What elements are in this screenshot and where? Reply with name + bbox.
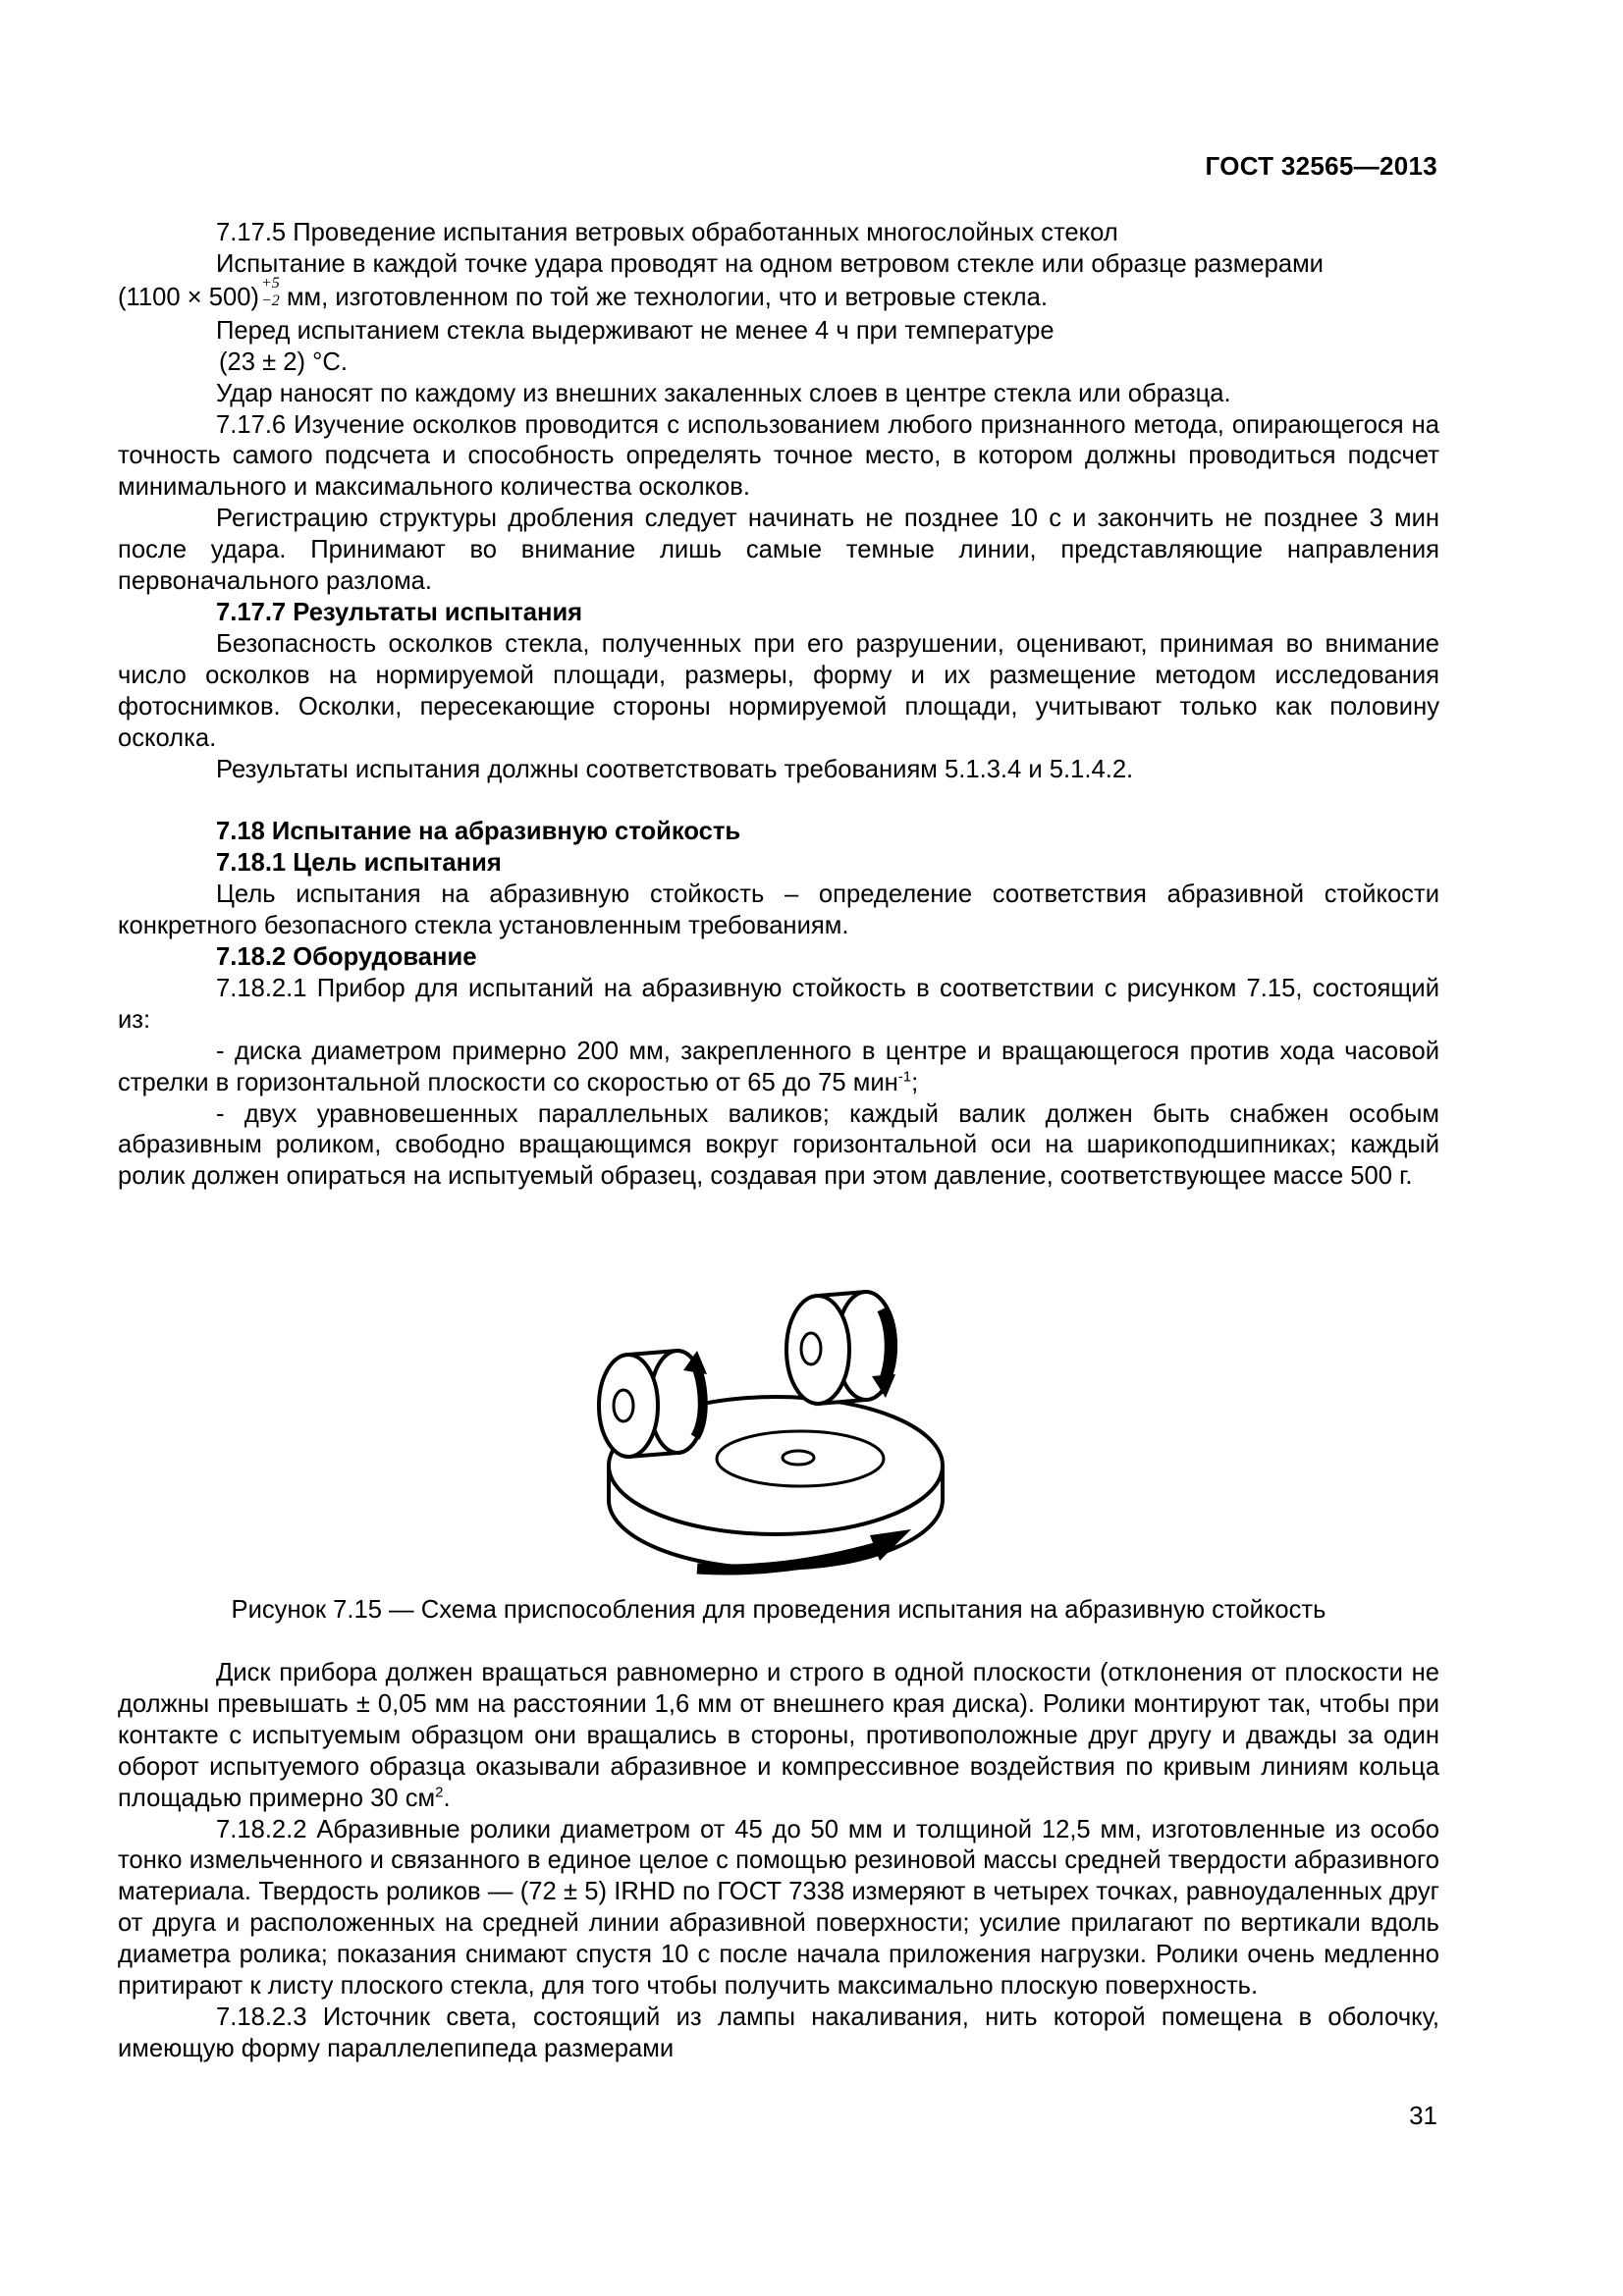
section-7-17-body — [118, 218, 1439, 1193]
figure-caption: Рисунок 7.15 — Схема приспособления для проведения испытания на абразивную стойкость — [231, 1596, 1326, 1624]
right-abrasive-roller — [786, 1292, 895, 1404]
disk-text-end: ; — [911, 1068, 919, 1096]
page-number: 31 — [1409, 2101, 1437, 2130]
paragraph-7-17-6: 7.17.6 Изучение осколков проводится с использованием любого признанного метода, опирающегося на точность самого подсчета и способность определять точное место, в котором должны проводиться подсчет минимального и максимального количества осколков. — [118, 410, 1439, 502]
area-exponent: 2 — [435, 1784, 444, 1801]
paragraph-sample-size: Испытание в каждой точке удара проводят на одном ветровом стекле или образце размерами — [216, 249, 1324, 278]
standard-header: ГОСТ 32565—2013 — [1205, 151, 1437, 181]
heading-7-18-2: 7.18.2 Оборудование — [216, 943, 477, 972]
heading-7-18-1: 7.18.1 Цель испытания — [216, 849, 502, 878]
section-7-18-2-body — [118, 1658, 1439, 2065]
paragraph-test-purpose: Цель испытания на абразивную стойкость – определение соответствия абразивной стойкости конкретного безопасного стекла установленным требованиям. — [118, 881, 1439, 940]
dimensions-value: (1100 × 500) — [118, 283, 259, 311]
heading-7-18: 7.18 Испытание на абразивную стойкость — [216, 818, 741, 846]
tolerance-upper: +5 — [260, 274, 280, 292]
spacer — [118, 785, 1439, 817]
paragraph-7-18-2-1: 7.18.2.1 Прибор для испытаний на абразивную стойкость в соответствии с рисунком 7.15, состоящий из: — [118, 974, 1439, 1034]
disk-rotation-text: Диск прибора должен вращаться равномерно и строго в одной плоскости (отклонения от плоскости не должны превышать ± 0,05 мм на расстоянии 1,6 мм от внешнего края диска). Ролики монтируют так, чтобы при контакте с испытуемым образцом они вращались в стороны, противоположные друг другу и дважды за один оборот испытуемого образца оказывали абразивное и компрессивное воздействия по кривым линиям кольца площадью примерно 30 см — [118, 1659, 1439, 1812]
paragraph-7-17-5: 7.17.5 Проведение испытания ветровых обработанных многослойных стекол — [216, 219, 1118, 246]
paragraph-rollers: - двух уравновешенных параллельных валиков; каждый валик должен быть снабжен особым абразивным роликом, свободно вращающимся вокруг горизонтальной оси на шарикоподшипниках; каждый ролик должен опираться на испытуемый образец, создавая при этом давление, соответствующее массе 500 г. — [118, 1099, 1439, 1191]
paragraph-temperature: (23 ± 2) °С. — [219, 347, 348, 376]
paragraph-results-requirements: Результаты испытания должны соответствовать требованиям 5.1.3.4 и 5.1.4.2. — [216, 755, 1134, 783]
heading-7-17-7: 7.17.7 Результаты испытания — [216, 598, 583, 626]
paragraph-7-18-2-3: 7.18.2.3 Источник света, состоящий из лампы накаливания, нить которой помещена в оболочку, имеющую форму параллелепипеда размерами — [118, 2002, 1439, 2062]
disk-text: - диска диаметром примерно 200 мм, закрепленного в центре и вращающегося против хода часовой стрелки в горизонтальной плоскости со скоростью от 65 до 75 мин — [118, 1037, 1439, 1096]
dimensions-text: мм, изготовленном по той же технологии, что и ветровые стекла. — [286, 283, 1048, 311]
per-minute-exponent: -1 — [897, 1068, 912, 1086]
abrasion-apparatus-figure — [579, 1245, 972, 1583]
tolerance — [261, 275, 281, 310]
paragraph-7-18-2-2: 7.18.2.2 Абразивные ролики диаметром от 45 до 50 мм и толщиной 12,5 мм, изготовленные из особо тонко измельченного и связанного в единое целое с помощью резиновой массы средней твердости абразивного материала. Твердость роликов — (72 ± 5) IRHD по ГОСТ 7338 измеряют в четырех точках, равноудаленных друг от друга и расположенных на средней линии абразивной поверхности; усилие прилагают по вертикали вдоль диаметра ролика; показания снимают спустя 10 с после начала приложения нагрузки. Ролики очень медленно притирают к листу плоского стекла, для того чтобы получить максимально плоскую поверхность. — [118, 1815, 1439, 2001]
paragraph-disk — [118, 1037, 1439, 1099]
left-abrasive-roller — [599, 1351, 707, 1457]
paragraph-conditioning: Перед испытанием стекла выдерживают не менее 4 ч при температуре — [216, 316, 1055, 345]
paragraph-disk-rotation — [118, 1658, 1439, 1815]
paragraph-impact: Удар наносят по каждому из внешних закаленных слоев в центре стекла или образца. — [216, 379, 1231, 407]
paragraph-fragment-safety: Безопасность осколков стекла, полученных при его разрушении, оценивают, принимая во внимание число осколков на нормируемой площади, размеры, форму и их размещение методом исследования фотоснимков. Осколки, пересекающие стороны нормируемой площади, учитывают только как половину осколка. — [118, 629, 1439, 752]
disk-rotation-end: . — [443, 1784, 451, 1812]
center-hole — [783, 1451, 814, 1465]
paragraph-dimensions — [118, 274, 1439, 316]
tolerance-lower: −2 — [260, 292, 280, 309]
paragraph-registration: Регистрацию структуры дробления следует начинать не позднее 10 с и закончить не позднее 3 мин после удара. Принимают во внимание лишь самые темные линии, представляющие направления первоначального разлома. — [118, 505, 1439, 596]
